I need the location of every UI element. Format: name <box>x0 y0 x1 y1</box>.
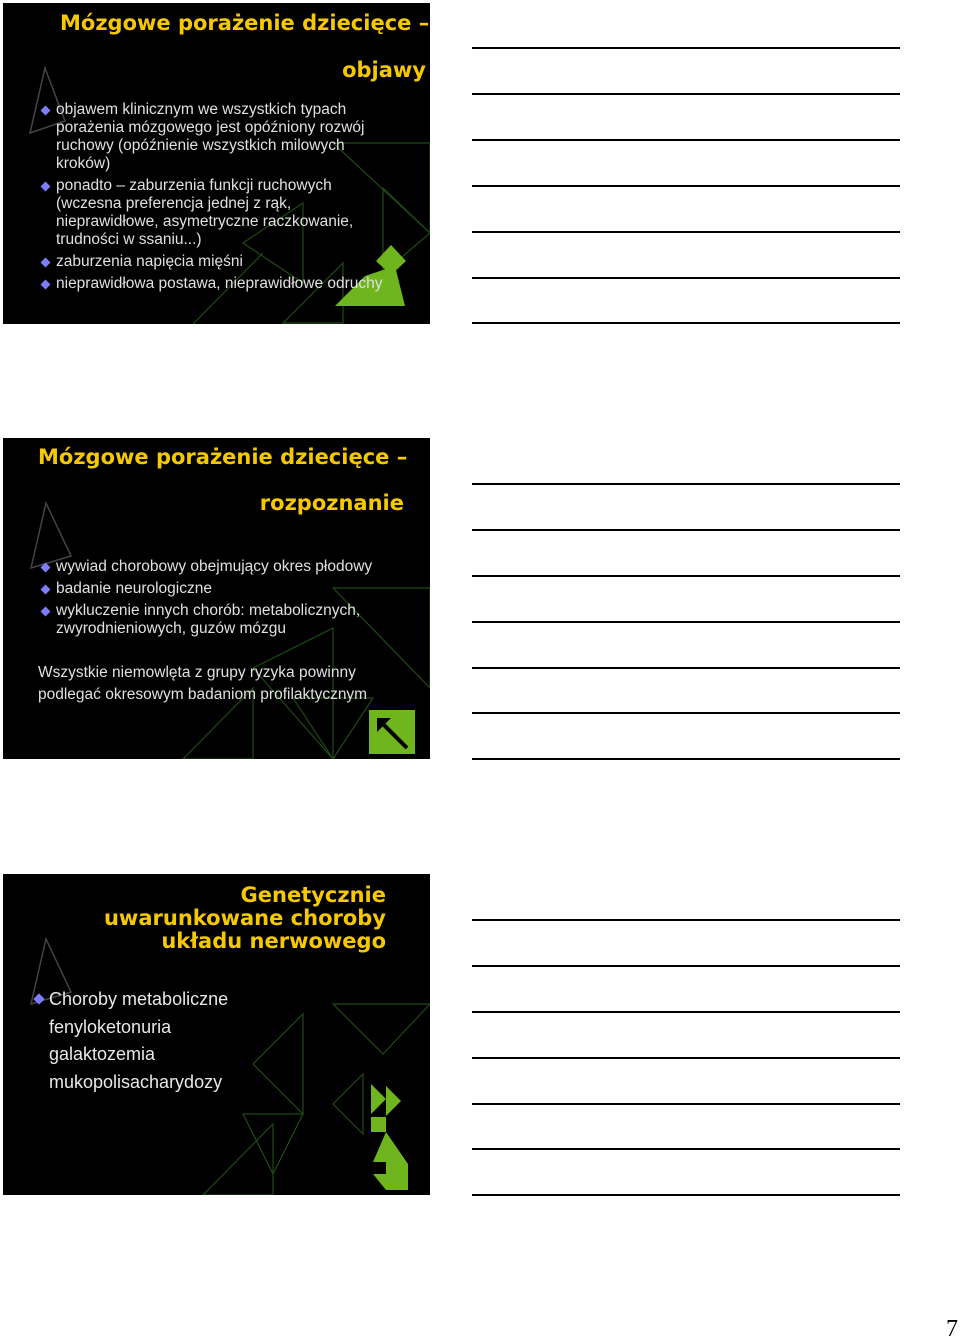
page-number: 7 <box>946 1316 958 1342</box>
list-item: mukopolisacharydozy <box>49 1071 223 1092</box>
list-item: fenyloketonuria <box>49 1016 172 1037</box>
slide-rozpoznanie <box>3 438 430 759</box>
list-item: galaktozemia <box>49 1044 156 1064</box>
slide-genetyczne <box>3 874 430 1195</box>
list-item: wywiad chorobowy obejmujący okres płodowy <box>40 558 410 576</box>
slide-title <box>104 884 386 953</box>
slide-title-line: układu nerwowego <box>161 929 386 953</box>
list-item: nieprawidłowa postawa, nieprawidłowe odruchy <box>40 275 385 293</box>
slide-title-line2: objawy <box>342 58 426 82</box>
disease-list <box>33 986 228 1096</box>
slide-title-line2: rozpoznanie <box>259 491 404 515</box>
list-item: objawem klinicznym we wszystkich typach porażenia mózgowego jest opóźniony rozwój ruchowy (opóźnienie wszystkich milowych kroków) <box>40 101 385 173</box>
slide-title-line: Genetycznie <box>240 883 386 907</box>
list-item: ponadto – zaburzenia funkcji ruchowych (wczesna preferencja jednej z rąk, nieprawidłowe, asymetryczne raczkowanie, trudności w ssaniu...) <box>40 177 385 249</box>
bullet-list <box>40 558 410 642</box>
slide-title-line1: Mózgowe porażenie dziecięce – <box>60 11 430 35</box>
list-item: badanie neurologiczne <box>40 580 410 598</box>
bullet-list <box>40 101 385 297</box>
list-item: Choroby metaboliczne <box>33 986 228 1014</box>
slide-title-line1: Mózgowe porażenie dziecięce – <box>38 445 408 469</box>
slide-title-line: uwarunkowane choroby <box>103 906 386 930</box>
list-item: zaburzenia napięcia mięśni <box>40 253 385 271</box>
summary-note: Wszystkie niemowlęta z grupy ryzyka powinny podlegać okresowym badaniom profilaktycznym <box>38 664 368 703</box>
slide-objawy <box>3 3 430 324</box>
list-item: wykluczenie innych chorób: metabolicznych, zwyrodnieniowych, guzów mózgu <box>40 602 410 638</box>
